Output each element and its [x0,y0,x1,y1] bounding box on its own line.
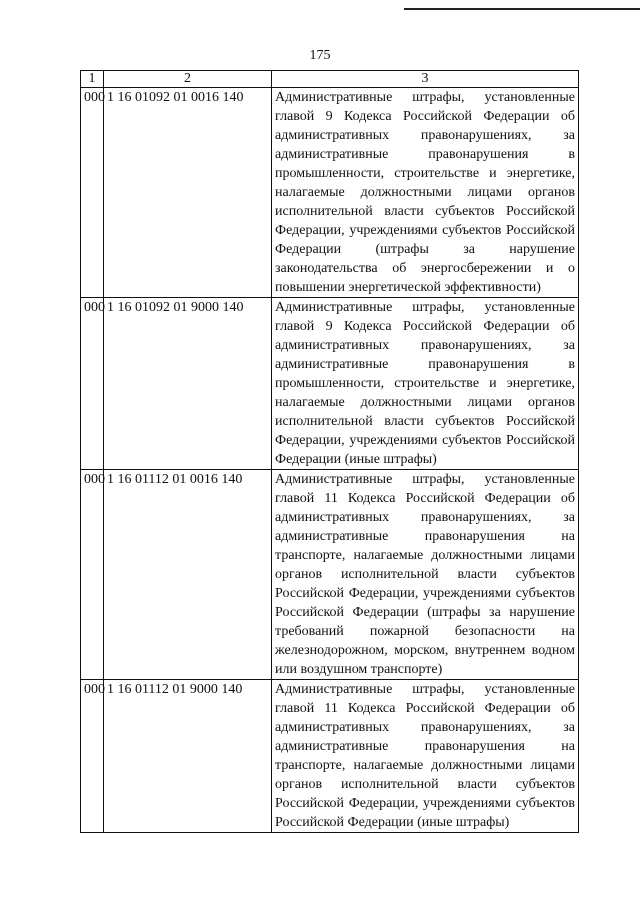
admin-code-cell: 000 [81,680,104,833]
table-row [81,470,579,680]
table-row [81,680,579,833]
table-body [81,88,579,833]
budget-codes-table [80,70,579,833]
budget-classification-code-cell: 1 16 01112 01 0016 140 [103,470,271,680]
header-row [81,71,579,88]
top-rule [404,8,640,10]
budget-classification-code-cell: 1 16 01092 01 0016 140 [103,88,271,298]
budget-classification-code-cell: 1 16 01092 01 9000 140 [103,298,271,470]
admin-code-cell: 000 [81,298,104,470]
budget-classification-code-cell: 1 16 01112 01 9000 140 [103,680,271,833]
column-header-1: 1 [81,71,104,88]
page-number: 175 [309,48,331,63]
table-row [81,298,579,470]
description-cell: Административные штрафы, установленные главой 11 Кодекса Российской Федерации об административных правонарушениях, за административные правонарушения на транспорте, налагаемые должностными лицами органов исполнительной власти субъектов Российской Федерации, учреждениями субъектов Российской Федерации (иные штрафы) [272,680,579,833]
table-row [81,88,579,298]
description-cell: Административные штрафы, установленные главой 9 Кодекса Российской Федерации об административных правонарушениях, за административные правонарушения в промышленности, строительстве и энергетике, налагаемые должностными лицами органов исполнительной власти субъектов Российской Федерации, учреждениями субъектов Российской Федерации (иные штрафы) [272,298,579,470]
column-header-3: 3 [272,71,579,88]
table-header [81,71,579,88]
description-cell: Административные штрафы, установленные главой 9 Кодекса Российской Федерации об административных правонарушениях, за административные правонарушения в промышленности, строительстве и энергетике, налагаемые должностными лицами органов исполнительной власти субъектов Российской Федерации, учреждениями субъектов Российской Федерации (штрафы за нарушение законодательства об энергосбережении и о повышении энергетической эффективности) [272,88,579,298]
column-header-2: 2 [103,71,271,88]
admin-code-cell: 000 [81,88,104,298]
admin-code-cell: 000 [81,470,104,680]
description-cell: Административные штрафы, установленные главой 11 Кодекса Российской Федерации об административных правонарушениях, за административные правонарушения на транспорте, налагаемые должностными лицами органов исполнительной власти субъектов Российской Федерации, учреждениями субъектов Российской Федерации (штрафы за нарушение требований пожарной безопасности на железнодорожном, морском, внутреннем водном или воздушном транспорте) [272,470,579,680]
